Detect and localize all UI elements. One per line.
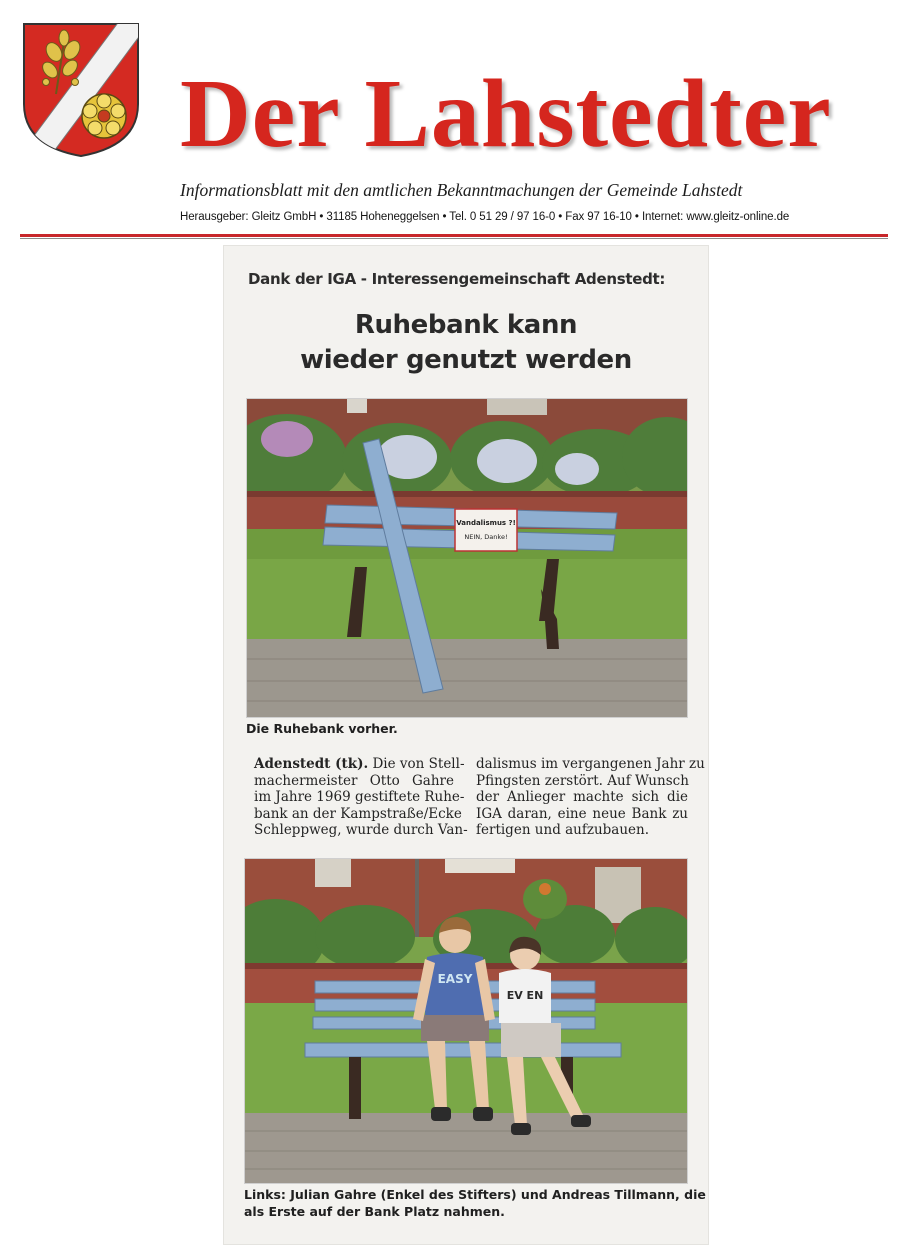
- article-headline: [246, 308, 686, 388]
- shirt-text-2: EV EN: [506, 989, 544, 1002]
- article-line: der Anlieger machte sich die: [476, 789, 688, 805]
- vandalism-sign-line-1: Vandalismus ?!: [456, 519, 516, 527]
- article-line: dalismus im vergangenen Jahr zu: [476, 756, 705, 772]
- article-line: bank an der Kampstraße/Ecke: [254, 805, 462, 822]
- article-column-2: [476, 756, 705, 846]
- article-line: [254, 756, 465, 773]
- article-kicker: Dank der IGA - Interessengemeinschaft Adenstedt:: [248, 270, 666, 288]
- coat-of-arms-icon: [20, 20, 142, 160]
- article-line-text: Die von Stell-: [368, 756, 465, 772]
- caption-photo-2-line-2: als Erste auf der Bank Platz nahmen.: [244, 1204, 505, 1219]
- caption-photo-2-line-1: Links: Julian Gahre (Enkel des Stifters) und Andreas Tillmann, die: [244, 1187, 706, 1202]
- header-divider: [20, 234, 888, 237]
- photo-bench-after: [244, 858, 688, 1184]
- caption-photo-1: Die Ruhebank vorher.: [246, 721, 398, 736]
- caption-photo-2: [244, 1186, 706, 1226]
- article-line: Pfingsten zerstört. Auf Wunsch: [476, 772, 689, 789]
- headline-line-1: Ruhebank kann: [354, 310, 578, 340]
- coat-of-arms: [20, 20, 142, 160]
- masthead-title: Der Lahstedter: [180, 60, 832, 168]
- vandalism-sign-line-2: NEIN, Danke!: [464, 533, 508, 541]
- headline-line-2: wieder genutzt werden: [300, 345, 632, 375]
- article-line: im Jahre 1969 gestiftete Ruhe-: [254, 789, 465, 805]
- header-divider-thin: [20, 238, 888, 239]
- masthead-subtitle: Informationsblatt mit den amtlichen Bekanntmachungen der Gemeinde Lahstedt: [180, 180, 743, 200]
- article-line: fertigen und aufzubauen.: [476, 822, 650, 838]
- photo-bench-before: [246, 398, 688, 718]
- article-dateline: Adenstedt (tk).: [254, 756, 369, 772]
- article-column-1: [254, 756, 468, 846]
- masthead-imprint: Herausgeber: Gleitz GmbH • 31185 Hoheneggelsen • Tel. 0 51 29 / 97 16-0 • Fax 97 16-10 • Internet: www.gleitz-online.de: [180, 211, 790, 223]
- article-line: machermeister Otto Gahre: [254, 772, 454, 789]
- article-line: Schleppweg, wurde durch Van-: [254, 822, 468, 838]
- shirt-text-1: EASY: [437, 972, 473, 986]
- article-line: IGA daran, eine neue Bank zu: [476, 805, 688, 822]
